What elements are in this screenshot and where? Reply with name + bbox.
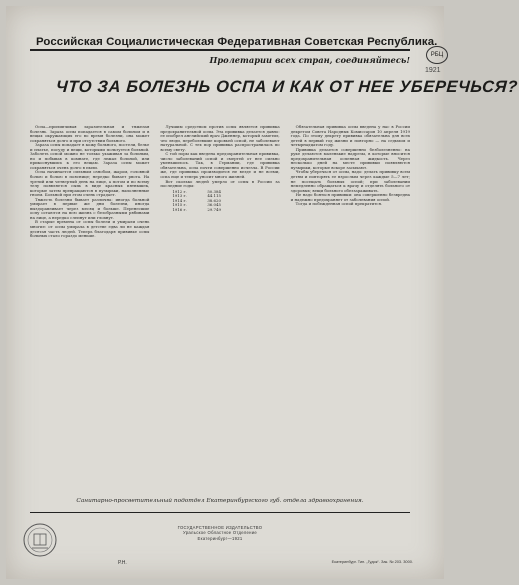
article-body — [30, 125, 410, 495]
publisher-emblem-icon — [22, 522, 58, 558]
publisher-line: Екатеринбург—1921 — [197, 535, 243, 541]
table-value: 38.620 — [207, 197, 221, 203]
republic-title: Российская Социалистическая Федеративная Советская Республика. — [36, 36, 438, 48]
footer-rule — [30, 512, 410, 513]
article-column-1 — [30, 125, 149, 495]
paragraph: В старые времена от оспы болели и умирали очень многие: от оспы умирала в детстве едва ли не каждая десятая часть людей. Теперь благодаря прививке оспы больных стало гораздо меньше. — [30, 219, 150, 239]
table-value: 44.115 — [207, 193, 221, 199]
printer-imprint: Екатеринбург. Тип. „Гудок“. Зак. № 203. 3000. — [331, 559, 413, 564]
header-rule — [30, 49, 410, 51]
paragraph: Не надо бояться прививки: она совершенно безвредна и надежно предохраняет от заболевания оспой. — [290, 192, 410, 202]
table-value: 50.384 — [207, 188, 221, 194]
table-row — [172, 208, 242, 213]
table-value: 29.749 — [207, 206, 221, 212]
mortality-table — [172, 190, 279, 213]
slogan: Пролетарии всех стран, соединяйтесь! — [209, 55, 410, 65]
publisher-line: ГОСУДАРСТВЕННОЕ ИЗДАТЕЛЬСТВО — [177, 525, 263, 530]
paragraph: Прививка делается совершенно безболезненно: на руке делаются маленькие надрезы, в которые вносится предохранительная оспенная жидкость. Через несколько дней на месте прививки появляются пузырьки, которые вскоре засыхают. — [290, 146, 410, 170]
publisher-line: Уральское Областное Отделение — [182, 530, 258, 536]
paragraph: С той поры как введена предохранительная прививка, число заболеваний оспой и смертей от нее сильно уменьшилось. Так, в Германии, где прививка обязательна, оспа почти совершенно исчезла. В России же, где прививка производится не везде и не всеми, оспа еще и теперь уносит много жизней. — [160, 151, 280, 180]
table-year: 1913 г. — [172, 193, 187, 199]
paragraph: Оспа начинается сильным ознобом, жаром, головной болью и болью в пояснице; нередко бывает рвота. На третий или четвертый день на лице, а потом и по всему телу появляется сыпь в виде красных пятнышек, которые затем превращаются в пузырьки, наполненные гноем. Больной при этом очень страдает. — [30, 169, 150, 198]
paragraph: Обязательная прививка оспы введена у нас в России декретом Совета Народных Комиссаров 10 апреля 1919 года. По этому декрету прививка обязательна для всех детей в первый год жизни и повторно — на седьмом и четырнадцатом году. — [290, 124, 410, 148]
paragraph: Лучшим средством против оспы является прививка предохранительной оспы. Эта прививка делается давно: ее изобрел английский врач Дженнер, который заметил, что люди, переболевшие коровьей оспой, не заболевают натуральной. С тех пор прививка распространилась по всему свету. — [160, 124, 280, 152]
table-year: 1912 г. — [172, 188, 187, 194]
price-mark: Р.Н. — [118, 560, 127, 566]
article-column-2 — [160, 125, 279, 495]
publisher-block — [160, 525, 280, 541]
issuer-notice: Санитарно-просветительный подотдел Екатеринбургского губ. отдела здравоохранения. — [76, 498, 364, 504]
article-column-3 — [291, 125, 410, 495]
table-year: 1915 г. — [172, 202, 187, 208]
table-year: 1916 г. — [172, 206, 187, 212]
paragraph: Вот сколько людей умерло от оспы в России за последние годы: — [160, 178, 280, 189]
paragraph: Тогда и побежденная оспой прекратится. — [295, 201, 383, 207]
library-stamp: РБЦ — [426, 46, 448, 64]
paragraph: Чтобы уберечься от оспы, надо: делать прививку всем детям и повторять ее взрослым через каждые 5—7 лет; не посещать больных оспой; при заболевании немедленно обращаться к врачу и отделять больного от здоровых; вещи больного обеззараживать. — [290, 169, 410, 193]
handwritten-year: 1921 — [425, 67, 441, 74]
paragraph: Тяжесть болезни бывает различна: иногда больной умирает в первые же дни болезни, иногда выздоравливает через месяц и больше. Перенесшие оспу остаются на всю жизнь с безобразными рябинами на лице, а нередко слепнут или глохнут. — [30, 196, 150, 220]
headline: ЧТО ЗА БОЛЕЗНЬ ОСПА И КАК ОТ НЕЕ УБЕРЕЧЬСЯ? — [55, 78, 519, 96]
table-value: 36.045 — [207, 202, 221, 208]
paragraph: Зараза оспы попадает в кожу больного, постели, белье и платье, посуду и вещи, которыми пользуется больной. Заболеть оспой можно не только ухаживая за больным, но и побывав в комнате, где лежал больной, или прикоснувшись к его вещам. Зараза оспы может сохраняться очень долго в пыли. — [30, 142, 150, 170]
paragraph: Оспа—прилипчивая заразительная и тяжелая болезнь. Зараза оспы попадается в самом больном и в вещах окружающих его во время болезни, она может сохраняться долго и при отсутствии больного. — [30, 124, 150, 143]
table-year: 1914 г. — [172, 197, 187, 203]
